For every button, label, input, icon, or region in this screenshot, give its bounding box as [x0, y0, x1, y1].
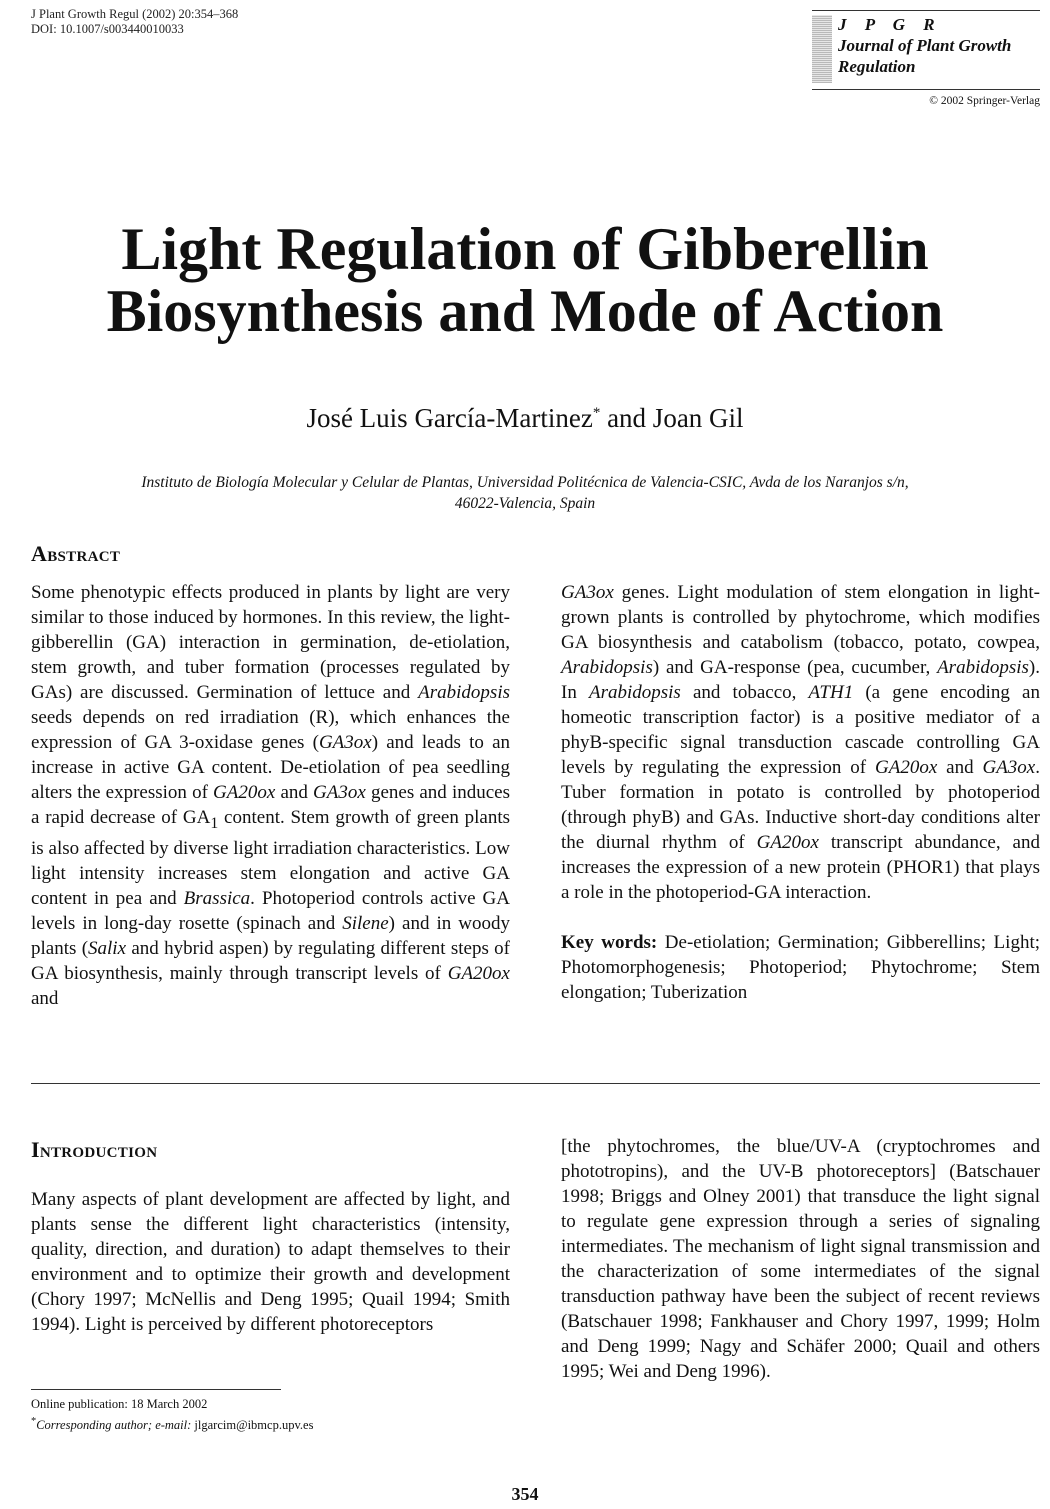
abstract-paragraph-continued: GA3ox genes. Light modulation of stem elongation in light-grown plants is controlled by phytochrome, which modifies GA biosynthesis and catabolism (tobacco, potato, cowpea, Arabidopsis) and GA-response (pea, cucumber, Arabidopsis). In Arabidopsis and tobacco, ATH1 (a gene encoding an homeotic transcription factor) is a positive mediator of a phyB-specific signal transduction cascade controlling GA levels by regulating the expression of GA20ox and GA3ox. Tuber formation in potato is controlled by photoperiod (through phyB) and GAs. Inductive short-day conditions alter the diurnal rhythm of GA20ox transcript abundance, and increases the expression of a new protein (PHOR1) that plays a role in the photoperiod-GA interaction.: [561, 582, 1040, 903]
affiliation-line2: 46022-Valencia, Spain: [454, 495, 596, 512]
abstract-right-column: [561, 580, 1040, 1005]
journal-name-line1: Journal of Plant Growth: [838, 36, 1012, 55]
keywords-label: Key words:: [561, 932, 658, 953]
citation-line: J Plant Growth Regul (2002) 20:354–368: [31, 7, 239, 21]
abstract-paragraph: Some phenotypic effects produced in plants by light are very similar to those induced by hormones. In this review, the light-gibberellin (GA) interaction in germination, de-etiolation, stem growth, and tuber formation (processes regulated by GAs) are discussed. Germination of lettuce and Arabidopsis seeds depends on red irradiation (R), which enhances the expression of GA 3-oxidase genes (GA3ox) and leads to an increase in active GA content. De-etiolation of pea seedling alters the expression of GA20ox and GA3ox genes and induces a rapid decrease of $GA_1$ content. Stem growth of green plants is also affected by diverse light irradiation characteristics. Low light intensity increases stem elongation and active GA content in pea and Brassica. Photoperiod controls active GA levels in long-day rosette (spinach and Silene) and in woody plants (Salix and hybrid aspen) by regulating different steps of GA biosynthesis, mainly through transcript levels of GA20ox and: [31, 582, 511, 1009]
affiliation-line1: Instituto de Biología Molecular y Celular de Plantas, Universidad Politécnica de Valencia-CSIC, Avda de los Naranjos s/n,: [141, 474, 909, 491]
journal-logo-icon: [812, 15, 832, 83]
introduction-heading: Introduction: [31, 1137, 158, 1162]
corresponding-mark: *: [592, 405, 601, 421]
affiliation: [40, 472, 1010, 514]
corresponding-author-label: Corresponding author; e-mail:: [36, 1418, 192, 1433]
journal-masthead: [812, 10, 1040, 107]
online-publication-note: Online publication: 18 March 2002: [31, 1397, 208, 1411]
title-line1: Light Regulation of Gibberellin: [121, 216, 929, 282]
doi-line: DOI: 10.1007/s003440010033: [31, 22, 184, 36]
introduction-right-column: [561, 1134, 1040, 1384]
footnote-mark: *: [31, 1416, 37, 1427]
page-number: 354: [511, 1484, 539, 1504]
author-list: [0, 395, 1050, 436]
article-title: [0, 218, 1050, 342]
abstract-left-column: [31, 580, 510, 1011]
title-line2: Biosynthesis and Mode of Action: [106, 278, 944, 344]
section-divider: [31, 1083, 1040, 1084]
journal-citation: [31, 7, 238, 37]
journal-name-line2: Regulation: [838, 57, 916, 76]
journal-abbreviation: J P G R: [838, 15, 942, 34]
footnotes: [31, 1396, 510, 1434]
abstract-heading: Abstract: [31, 541, 121, 566]
footnote-rule: [31, 1389, 281, 1390]
keywords-list: De-etiolation; Germination; Gibberellins; Light; Photomorphogenesis; Photoperiod; Phytochrome; Stem elongation; Tuberization: [561, 932, 1040, 1003]
masthead-bottom-rule: [812, 89, 1040, 90]
copyright-notice: © 2002 Springer-Verlag: [929, 95, 1040, 107]
author-second: and Joan Gil: [600, 403, 744, 433]
keywords: [561, 930, 1040, 1005]
introduction-left-column: [31, 1187, 510, 1337]
corresponding-email: jlgarcim@ibmcp.upv.es: [191, 1418, 314, 1433]
introduction-paragraph: Many aspects of plant development are affected by light, and plants sense the different light characteristics (intensity, quality, direction, and duration) to adapt themselves to their environment and to optimize their growth and development (Chory 1997; McNellis and Deng 1995; Quail 1994; Smith 1994). Light is perceived by different photoreceptors: [31, 1189, 510, 1335]
introduction-paragraph-continued: [the phytochromes, the blue/UV-A (cryptochromes and phototropins), and the UV-B photoreceptors] (Batschauer 1998; Briggs and Olney 2001) that transduce the light signal to regulate gene expression through a series of signaling intermediates. The mechanism of light signal transmission and the characterization of some intermediates of the signal transduction pathway have been the subject of recent reviews (Batschauer 1998; Fankhauser and Chory 1997, 1999; Holm and Deng 1999; Nagy and Schäfer 2000; Quail and others 1995; Wei and Deng 1996).: [561, 1136, 1040, 1382]
masthead-top-rule: [812, 10, 1040, 11]
corresponding-author-note: [31, 1413, 510, 1434]
author-first: José Luis García-Martinez: [306, 403, 593, 433]
